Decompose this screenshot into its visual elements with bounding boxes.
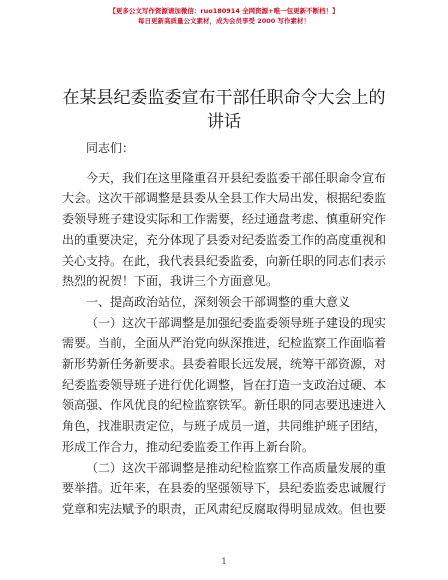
document-title: 在某县纪委监委宣布干部任职命令大会上的讲话 [62, 88, 386, 132]
salutation: 同志们： [86, 141, 135, 155]
paragraph-point-2: （二）这次干部调整是推动纪检监察工作高质量发展的重要举措。近年来，在县委的坚强领导下，县纪委监委忠诚履行党章和宪法赋予的职责，正风肃纪反腐取得明显成效。但也要 [62, 460, 387, 516]
paragraph-intro: 今天，我们在这里隆重召开县纪委监委干部任职命令宣布大会。这次干部调整是县委从全县工作大局出发，根据纪委监委领导班子建设实际和工作需要，经过通盘考虑、慎重研究作出的重要决定，充分体现了县委对纪委监委工作的高度重视和关心支持。在此，我代表县纪委监委，向新任职的同志们表示热烈的祝贺！下面，我讲三个方面意见。 [62, 170, 387, 289]
paragraph-point-1: （一）这次干部调整是加强纪委监委领导班子建设的现实需要。当前，全面从严治党向纵深推进，纪检监察工作面临着新形势新任务新要求。县委着眼长远发展，统筹干部资源，对纪委监委领导班子进行优化调整，旨在打造一支政治过硬、本领高强、作风优良的纪检监察铁军。新任职的同志要迅速进入角色，找准职责定位，与班子成员一道，共同维护班子团结，形成工作合力，推动纪委监委工作再上新台阶。 [62, 315, 387, 454]
document-body [62, 138, 386, 520]
page-number: 1 [221, 557, 227, 566]
promo-banner-line-2: 每日更新高质量公文素材，成为会员享受 2000 写作素材！ [137, 17, 311, 25]
promo-banner-line-1: 【更多公文写作资源请加微信：ruo180914 全网资源+唯一包更新不断档！】 [109, 7, 339, 15]
promo-banner [0, 6, 448, 26]
section-heading-1: 一、提高政治站位，深刻领会干部调整的重大意义 [86, 294, 351, 309]
